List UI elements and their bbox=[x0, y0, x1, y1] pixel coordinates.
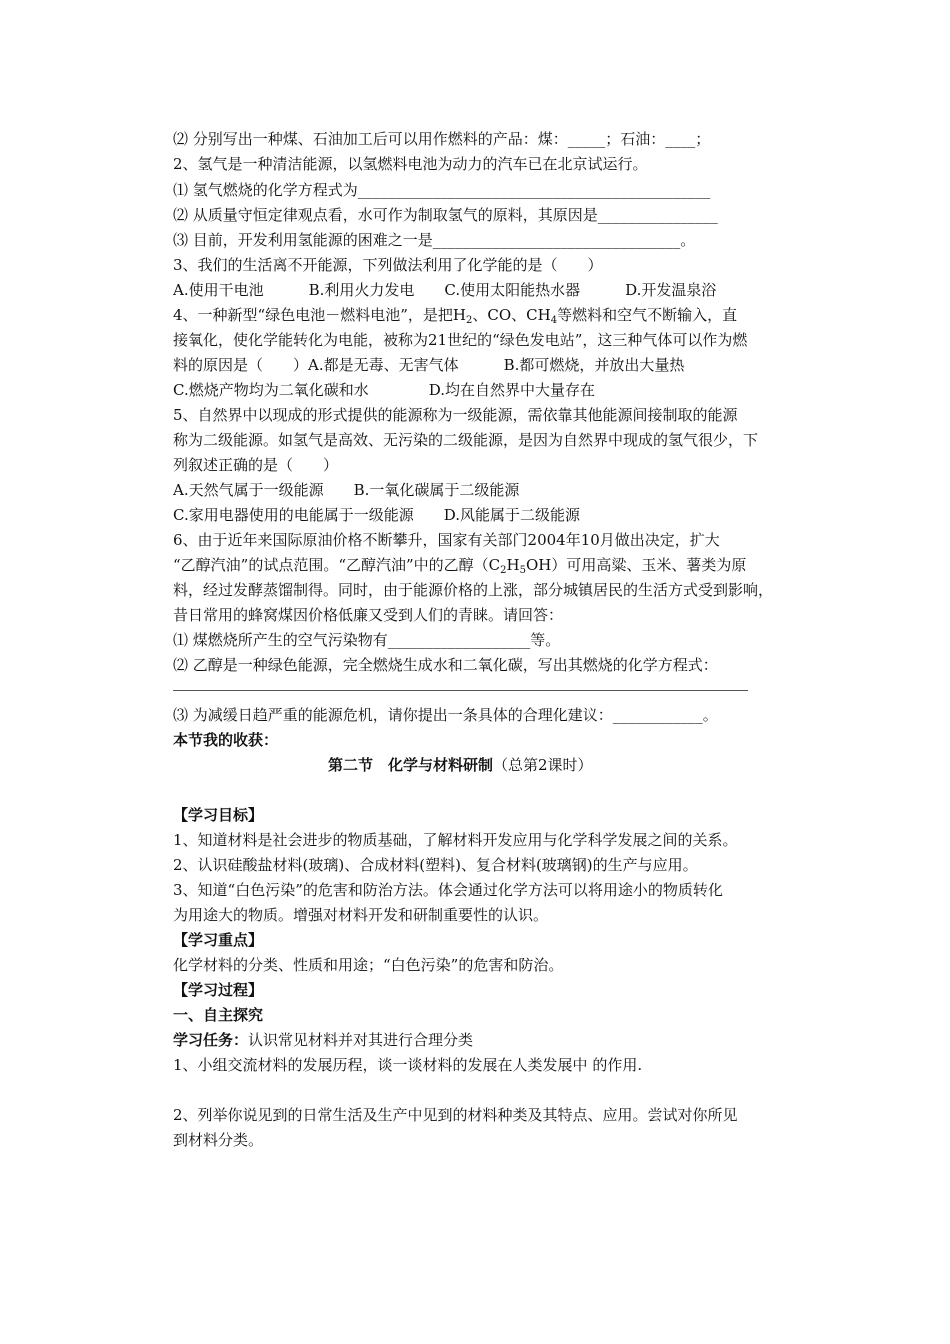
question-4-line-2: 接氧化，使化学能转化为电能，被称为21世纪的“绿色发电站”，这三种气体可以作为燃 bbox=[173, 331, 748, 349]
summary-label: 本节我的收获： bbox=[173, 731, 279, 749]
learning-task-label: 学习任务： bbox=[173, 1031, 249, 1049]
question-5-line-2: 称为二级能源。如氢气是高效、无污染的二级能源，是因为自然界中现成的氢气很少，下 bbox=[173, 431, 759, 449]
self-study-heading: 一、自主探究 bbox=[173, 1006, 264, 1024]
question-6-line-1: 6、由于近年来国际原油价格不断攀升，国家有关部门2004年10月做出决定，扩大 bbox=[173, 531, 720, 549]
question-4-line-4: C.燃烧产物均为二氧化碳和水 D.均在自然界中大量存在 bbox=[173, 381, 595, 399]
learning-task-text: 认识常见材料并对其进行合理分类 bbox=[248, 1031, 474, 1049]
section-title bbox=[328, 755, 593, 775]
question-5-line-3: 列叙述正确的是（ ） bbox=[173, 456, 339, 474]
text-segment: 4、一种新型“绿色电池－燃料电池”，是把H bbox=[173, 306, 466, 324]
subscript: 5 bbox=[519, 565, 526, 576]
task-item-2-line-2: 到材料分类。 bbox=[173, 1131, 264, 1149]
question-2-part-3: ⑶ 目前，开发利用氢能源的困难之一是_________________________________。 bbox=[173, 231, 696, 249]
question-5-options-ab: A.天然气属于一级能源 B.一氧化碳属于二级能源 bbox=[173, 481, 520, 499]
subscript: 2 bbox=[500, 565, 507, 576]
subscript: 4 bbox=[550, 315, 558, 326]
question-6-part-1: ⑴ 煤燃烧所产生的空气污染物有___________________等。 bbox=[173, 631, 561, 649]
objective-1: 1、知道材料是社会进步的物质基础，了解材料开发应用与化学科学发展之间的关系。 bbox=[173, 831, 738, 849]
key-points-text: 化学材料的分类、性质和用途；“白色污染”的危害和防治。 bbox=[173, 956, 564, 974]
key-points-heading: 【学习重点】 bbox=[173, 931, 264, 949]
question-4-line-1 bbox=[173, 305, 737, 331]
section-heading: 第二节 化学与材料研制 bbox=[328, 756, 494, 774]
text-segment: 、CO、CH bbox=[472, 306, 551, 324]
question-2-stem: 2、氢气是一种清洁能源，以氢燃料电池为动力的汽车已在北京试运行。 bbox=[173, 155, 648, 173]
question-6-line-2 bbox=[173, 555, 746, 581]
question-1-part-2: ⑵ 分别写出一种煤、石油加工后可以用作燃料的产品：煤：_____；石油：____； bbox=[173, 130, 711, 148]
task-item-1: 1、小组交流材料的发展历程，谈一谈材料的发展在人类发展中 的作用. bbox=[173, 1056, 643, 1074]
question-2-part-1: ⑴ 氢气燃烧的化学方程式为_______________________________________________ bbox=[173, 181, 711, 199]
lesson-count: （总第2课时） bbox=[493, 756, 593, 774]
task-item-2-line-1: 2、列举你说见到的日常生活及生产中见到的材料种类及其特点、应用。尝试对你所见 bbox=[173, 1106, 738, 1124]
process-heading: 【学习过程】 bbox=[173, 981, 264, 999]
question-6-part-2: ⑵ 乙醇是一种绿色能源，完全燃烧生成水和二氧化碳，写出其燃烧的化学方程式： bbox=[173, 656, 718, 674]
question-4-line-3: 料的原因是（ ）A.都是无毒、无害气体 B.都可燃烧，并放出大量热 bbox=[173, 356, 685, 374]
question-5-line-1: 5、自然界中以现成的形式提供的能源称为一级能源，需依靠其他能源间接制取的能源 bbox=[173, 406, 738, 424]
objective-3-line-2: 为用途大的物质。增强对材料开发和研制重要性的认识。 bbox=[173, 906, 549, 924]
question-3-options: A.使用干电池 B.利用火力发电 C.使用太阳能热水器 D.开发温泉浴 bbox=[173, 281, 717, 299]
objectives-heading: 【学习目标】 bbox=[173, 806, 264, 824]
question-6-part-3: ⑶ 为减缓日趋严重的能源危机，请你提出一条具体的合理化建议：____________。 bbox=[173, 706, 718, 724]
text-segment: H bbox=[506, 556, 520, 574]
question-3-stem: 3、我们的生活离不开能源，下列做法利用了化学能的是（ ） bbox=[173, 256, 603, 274]
objective-3-line-1: 3、知道“白色污染”的危害和防治方法。体会通过化学方法可以将用途小的物质转化 bbox=[173, 881, 723, 899]
learning-task bbox=[173, 1030, 473, 1050]
subscript: 2 bbox=[465, 315, 473, 326]
question-6-line-3: 料，经过发酵蒸馏制得。同时，由于能源价格的上涨，部分城镇居民的生活方式受到影响， bbox=[173, 581, 774, 599]
question-5-options-cd: C.家用电器使用的电能属于一级能源 D.风能属于二级能源 bbox=[173, 506, 580, 524]
answer-line bbox=[173, 690, 748, 691]
text-segment: “乙醇汽油”的试点范围。“乙醇汽油”中的乙醇（C bbox=[173, 556, 501, 574]
question-2-part-2: ⑵ 从质量守恒定律观点看，水可作为制取氢气的原料，其原因是________________ bbox=[173, 206, 718, 224]
question-6-line-4: 昔日常用的蜂窝煤因价格低廉又受到人们的青睐。请回答： bbox=[173, 606, 564, 624]
text-segment: OH）可用高粱、玉米、薯类为原 bbox=[526, 556, 747, 574]
objective-2: 2、认识硅酸盐材料(玻璃)、合成材料(塑料)、复合材料(玻璃钢)的生产与应用。 bbox=[173, 856, 698, 874]
text-segment: 等燃料和空气不断输入，直 bbox=[557, 306, 738, 324]
